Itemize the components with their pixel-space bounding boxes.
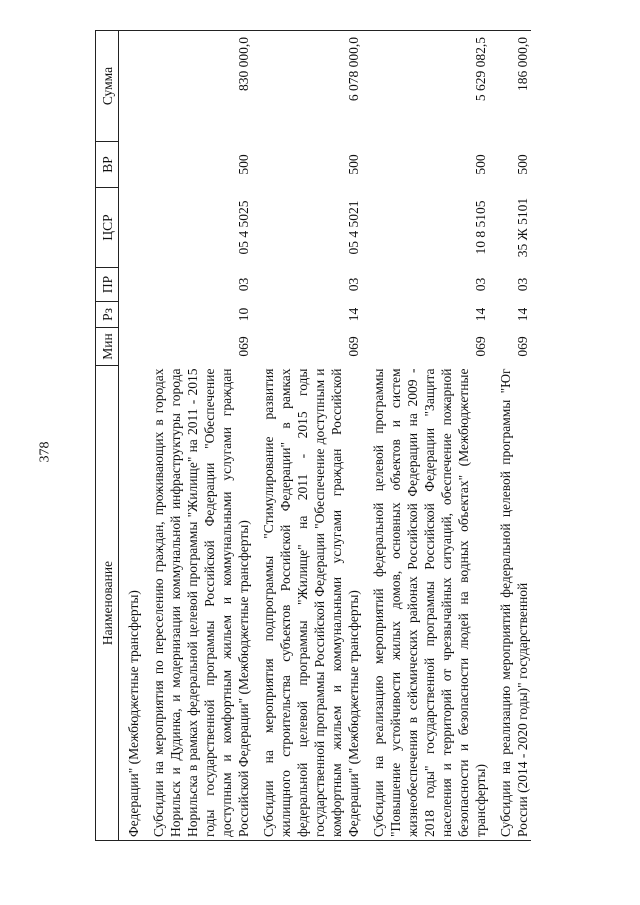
table-row	[370, 31, 489, 841]
row-pr: 03	[515, 277, 530, 292]
row-min: 069	[346, 336, 361, 357]
table-row	[125, 31, 142, 841]
row-rz: 14	[473, 307, 488, 322]
header-rz: Рз	[96, 302, 119, 328]
row-sum: 830 000,0	[150, 31, 252, 142]
rotated-page	[95, 31, 615, 841]
spacer-row	[142, 31, 150, 841]
spacer-row	[252, 31, 260, 841]
row-name: Субсидии на реализацию мероприятий федеральной целевой программы "Юг России (2014 - 2020 годы)" государственной	[497, 366, 531, 841]
row-pr: 03	[346, 277, 361, 292]
row-pr: 03	[236, 277, 251, 292]
row-sum: 5 629 082,5	[370, 31, 489, 142]
row-pr: 03	[473, 277, 488, 292]
row-vr	[125, 142, 142, 188]
row-sum	[125, 31, 142, 142]
row-name: Субсидии на мероприятия по переселению граждан, проживающих в городах Норильск и Дудинка, и модернизации коммунальной инфраструктуры города Норильска в рамках федеральной целевой программы "Жилище" на 2011 - 2015 годы государственной программы Российской Федерации "Обеспечение доступным и комфортным жильем и коммунальными услугами граждан Российской Федерации" (Межбюджетные трансферты)	[150, 366, 252, 841]
row-vr: 500	[515, 154, 530, 175]
row-min	[125, 328, 142, 366]
row-csr: 05 4 5021	[346, 200, 361, 255]
row-pr	[125, 268, 142, 302]
row-rz: 10	[236, 307, 251, 322]
row-min: 069	[473, 336, 488, 357]
header-row	[96, 31, 119, 841]
page-number: 378	[37, 441, 52, 463]
row-sum: 186 000,0	[497, 31, 531, 142]
row-vr: 500	[473, 154, 488, 175]
row-csr: 05 4 5025	[236, 200, 251, 255]
row-csr: 10 8 5105	[473, 200, 488, 255]
row-rz	[125, 302, 142, 328]
header-sum: Сумма	[96, 31, 119, 142]
table-row	[497, 31, 531, 841]
row-csr: 35 Ж 5101	[515, 197, 530, 258]
row-csr	[125, 188, 142, 268]
row-vr: 500	[346, 154, 361, 175]
header-name: Наименование	[96, 366, 119, 841]
budget-table	[95, 30, 531, 841]
header-pr: ПР	[96, 268, 119, 302]
row-sum: 6 078 000,0	[260, 31, 362, 142]
row-rz: 14	[515, 307, 530, 322]
row-min: 069	[515, 336, 530, 357]
spacer-row	[489, 31, 497, 841]
spacer-row	[362, 31, 370, 841]
row-name: Субсидии на реализацию мероприятий федеральной целевой программы "Повышение устойчивости жилых домов, основных объектов и систем жизнеобеспечения в сейсмических районах Российской Федерации на 2009 - 2018 годы" государственной программы Российской Федерации "Защита населения и территорий от чрезвычайных ситуаций, обеспечение пожарной безопасности и безопасности людей на водных объектах" (Межбюджетные трансферты)	[370, 366, 489, 841]
row-vr: 500	[236, 154, 251, 175]
table-row	[260, 31, 362, 841]
header-csr: ЦСР	[96, 188, 119, 268]
row-rz: 14	[346, 307, 361, 322]
table-row	[150, 31, 252, 841]
header-min: Мин	[96, 328, 119, 366]
row-name: Федерации" (Межбюджетные трансферты)	[125, 366, 142, 841]
row-name: Субсидии на мероприятия подпрограммы "Стимулирование развития жилищного строительства субъектов Российской Федерации" в рамках федеральной целевой программы "Жилище" на 2011 - 2015 годы государственной программы Российской Федерации "Обеспечение доступным и комфортным жильем и коммунальными услугами граждан Российской Федерации" (Межбюджетные трансферты)	[260, 366, 362, 841]
row-min: 069	[236, 336, 251, 357]
header-vr: ВР	[96, 142, 119, 188]
